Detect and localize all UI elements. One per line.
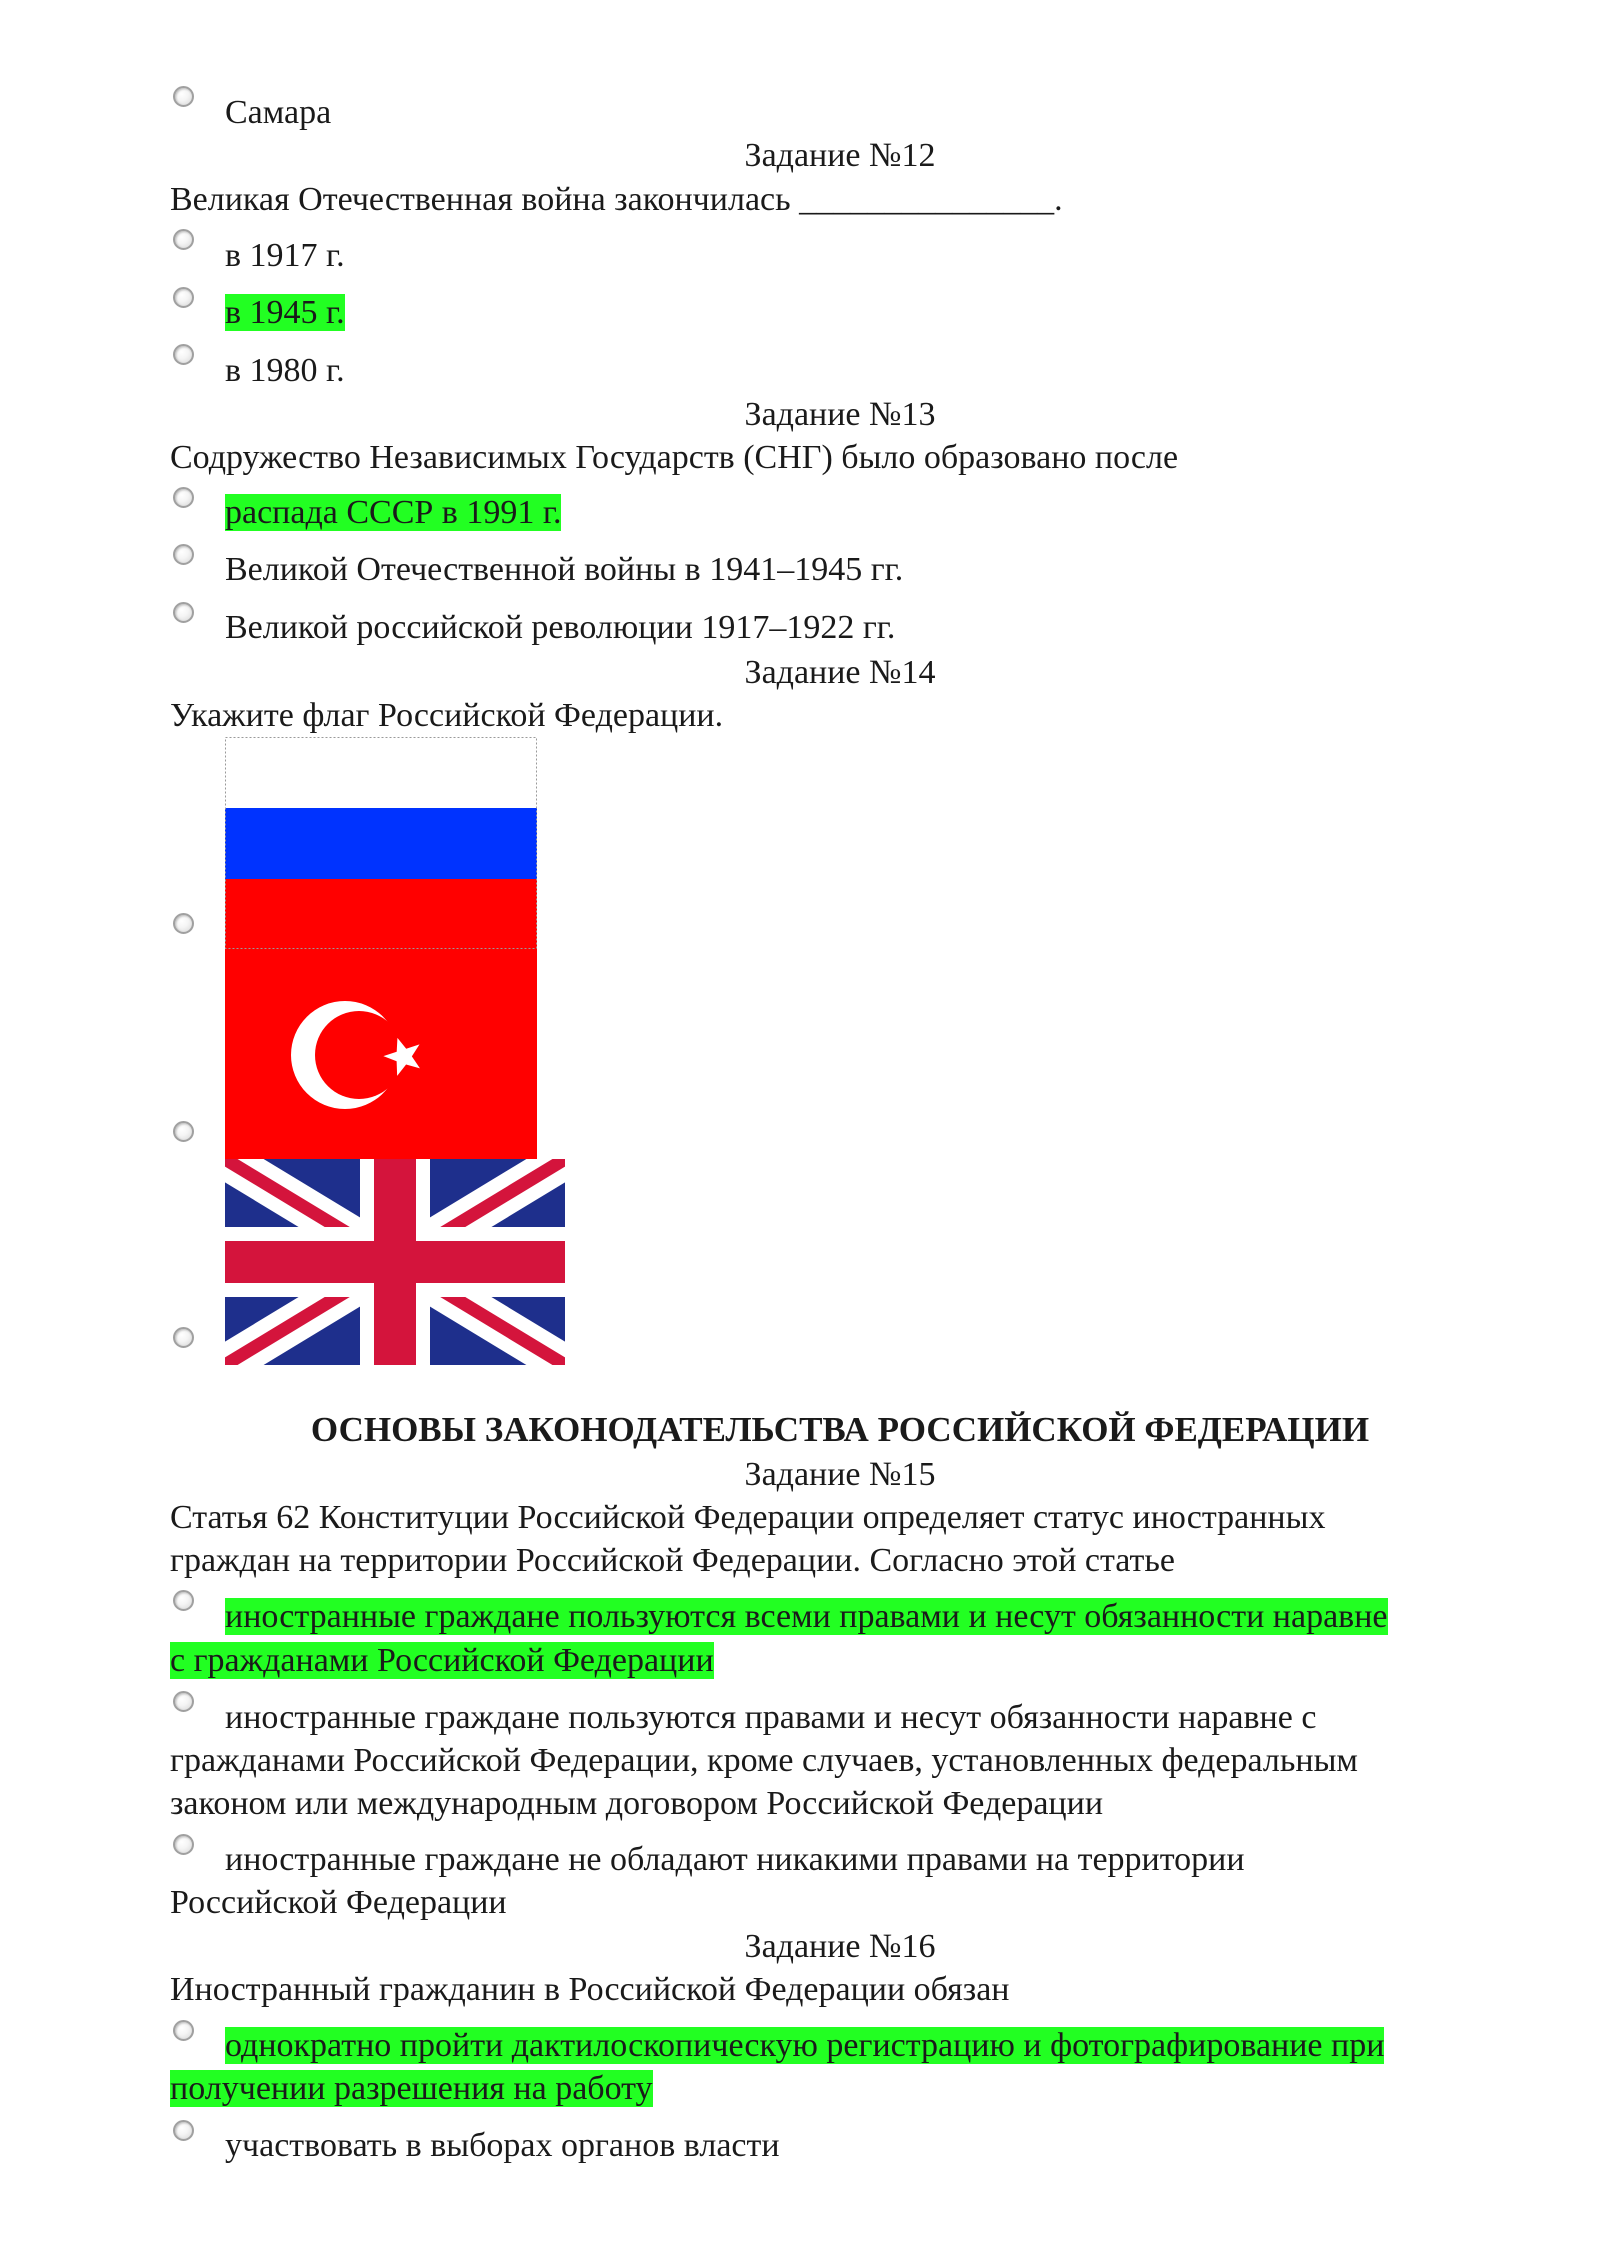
task-title: Задание №15 [744,1456,936,1493]
option-text: гражданами Российской Федерации, кроме случаев, установленных федеральным [170,1742,1358,1779]
russia-flag-image[interactable] [225,737,537,949]
correct-answer-highlight: получении разрешения на работу [170,2070,653,2107]
option-text: Великой российской революции 1917–1922 гг. [225,609,896,646]
option-text: иностранные граждане пользуются правами и несут обязанности наравне с [225,1699,1317,1736]
united-kingdom-flag-icon [225,1159,565,1365]
radio-button[interactable] [173,229,194,250]
option-text: участвовать в выборах органов власти [225,2127,780,2164]
radio-button[interactable] [173,2120,194,2141]
radio-button[interactable] [173,2020,194,2041]
radio-button[interactable] [173,1590,194,1611]
option-text: в 1980 г. [225,352,345,389]
task-title: Задание №13 [744,396,936,433]
radio-button[interactable] [173,1327,194,1348]
option-text: Российской Федерации [170,1884,507,1921]
correct-answer-highlight: в 1945 г. [225,294,345,331]
task-question-line: граждан на территории Российской Федерации. Согласно этой статье [170,1542,1175,1579]
russia-flag-icon [225,737,537,949]
option-text: законом или международным договором Российской Федерации [170,1785,1104,1822]
task-question: Укажите флаг Российской Федерации. [170,697,724,734]
radio-button[interactable] [173,344,194,365]
turkey-flag-image[interactable] [225,949,537,1159]
task-title: Задание №14 [744,654,936,691]
radio-button[interactable] [173,86,194,107]
correct-answer-highlight: однократно пройти дактилоскопическую регистрацию и фотографирование при [225,2027,1385,2064]
radio-button[interactable] [173,287,194,308]
turkey-flag-icon [225,949,537,1159]
option-text: Великой Отечественной войны в 1941–1945 гг. [225,551,904,588]
task-title: Задание №12 [744,137,936,174]
task-question: Содружество Независимых Государств (СНГ) было образовано после [170,439,1179,476]
task-question: Великая Отечественная война закончилась _______________. [170,181,1063,218]
radio-button[interactable] [173,1691,194,1712]
radio-button[interactable] [173,913,194,934]
radio-button[interactable] [173,544,194,565]
task-title: Задание №16 [744,1928,936,1965]
united-kingdom-flag-image[interactable] [225,1159,565,1365]
option-text: в 1917 г. [225,237,345,274]
option-text: Самара [225,94,332,131]
radio-button[interactable] [173,1121,194,1142]
radio-button[interactable] [173,1834,194,1855]
option-text: иностранные граждане не обладают никакими правами на территории [225,1841,1245,1878]
correct-answer-highlight: с гражданами Российской Федерации [170,1642,714,1679]
radio-button[interactable] [173,602,194,623]
task-question-line: Статья 62 Конституции Российской Федерации определяет статус иностранных [170,1499,1326,1536]
task-question: Иностранный гражданин в Российской Федерации обязан [170,1971,1010,2008]
section-heading: ОСНОВЫ ЗАКОНОДАТЕЛЬСТВА РОССИЙСКОЙ ФЕДЕРАЦИИ [310,1410,1370,1449]
correct-answer-highlight: иностранные граждане пользуются всеми правами и несут обязанности наравне [225,1598,1388,1635]
correct-answer-highlight: распада СССР в 1991 г. [225,494,562,531]
radio-button[interactable] [173,487,194,508]
